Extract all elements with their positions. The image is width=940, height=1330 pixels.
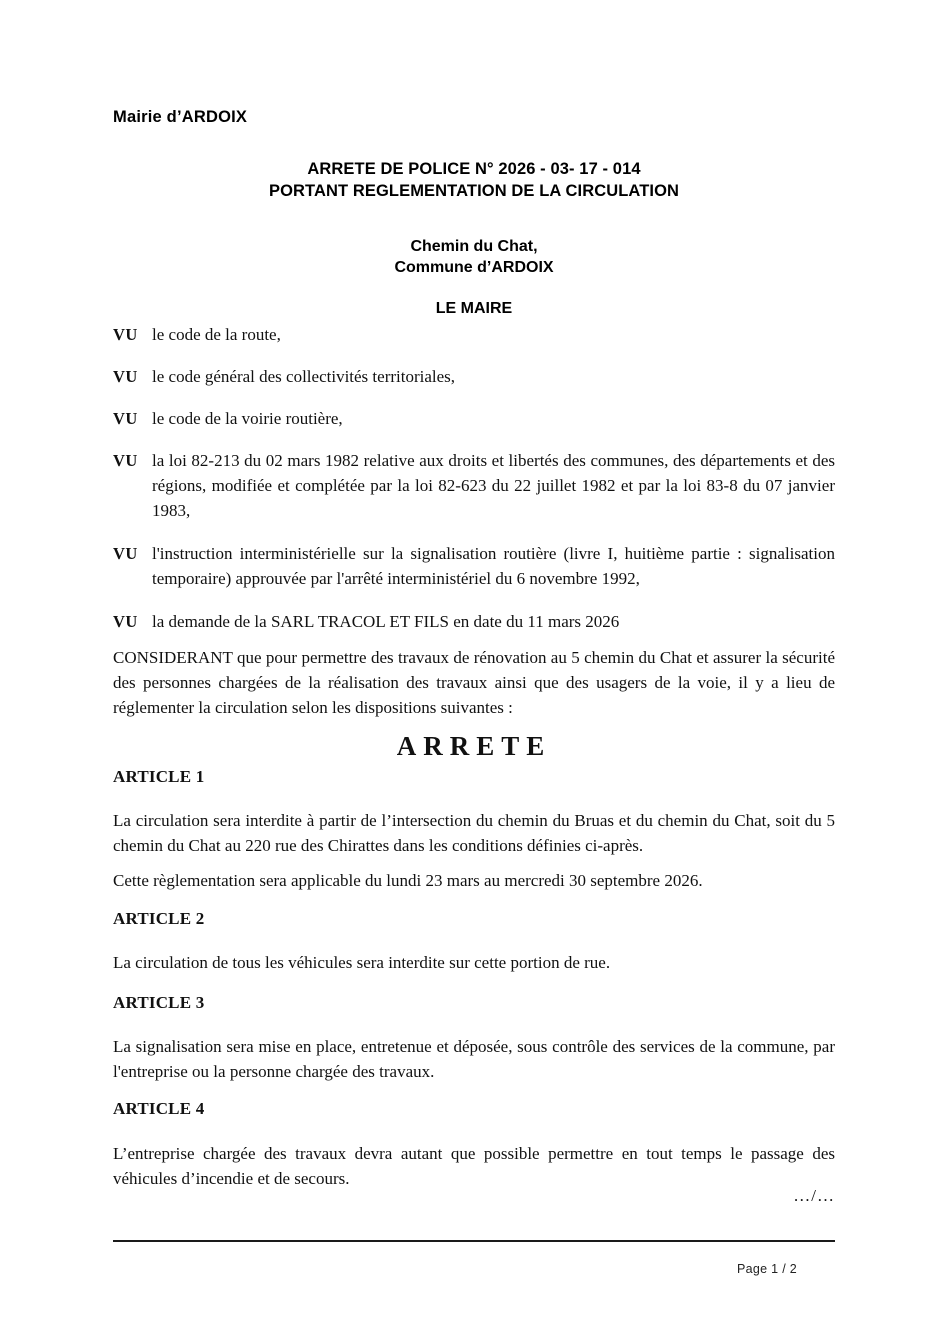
decree-title-line-2: PORTANT REGLEMENTATION DE LA CIRCULATION: [268, 182, 680, 200]
page-number: Page 1 / 2: [737, 1262, 797, 1276]
article-3-paragraph-1: La signalisation sera mise en place, entretenue et déposée, sous contrôle des services de la commune, par l'entreprise ou la personne chargée des travaux.: [113, 1037, 835, 1081]
vu-label: VU: [113, 409, 138, 428]
vu-item-text: le code général des collectivités territoriales,: [152, 367, 456, 386]
vu-item-text: l'instruction interministérielle sur la signalisation routière (livre I, huitième partie : signalisation temporaire) approuvée par l'arrêté interministériel du 6 novembre 1992,: [152, 544, 835, 588]
vu-item: [113, 448, 835, 523]
vu-item-text: le code de la route,: [152, 325, 281, 344]
vu-item-text: le code de la voirie routière,: [152, 409, 343, 428]
vu-item: [113, 541, 835, 591]
vu-item: [113, 609, 835, 634]
article-3-heading: ARTICLE 3: [113, 993, 205, 1012]
vu-item: [113, 364, 835, 389]
decree-title-block: [113, 158, 835, 202]
decree-title-line-1: ARRETE DE POLICE N° 2026 - 03- 17 - 014: [307, 160, 641, 178]
article-4-heading: ARTICLE 4: [113, 1099, 205, 1118]
footer-divider: [113, 1240, 835, 1242]
vu-label: VU: [113, 367, 138, 386]
vu-item-text: la demande de la SARL TRACOL ET FILS en date du 11 mars 2026: [152, 612, 620, 631]
vu-item: [113, 406, 835, 431]
continuation-mark: …/…: [793, 1186, 835, 1205]
vu-list: [113, 322, 835, 652]
article-2-paragraph-1: La circulation de tous les véhicules sera interdite sur cette portion de rue.: [113, 953, 611, 972]
considerant-paragraph: CONSIDERANT que pour permettre des travaux de rénovation au 5 chemin du Chat et assurer la sécurité des personnes chargées de la réalisation des travaux ainsi que des usagers de la voie, il y a lieu de réglementer la circulation selon les dispositions suivantes :: [113, 648, 835, 717]
location-block: [113, 236, 835, 278]
town-hall-heading: Mairie d’ARDOIX: [113, 108, 248, 126]
location-street: Chemin du Chat,: [410, 238, 538, 255]
authority-heading: LE MAIRE: [435, 300, 513, 317]
vu-item-text: la loi 82-213 du 02 mars 1982 relative aux droits et libertés des communes, des départements et des régions, modifiée et complétée par la loi 82-623 du 22 juillet 1982 et par la loi 83-8 du 07 janvier 1983,: [152, 451, 835, 520]
vu-label: VU: [113, 325, 138, 344]
article-1-paragraph-1: La circulation sera interdite à partir de l’intersection du chemin du Bruas et du chemin du Chat, soit du 5 chemin du Chat au 220 rue des Chirattes dans les conditions définies ci-après.: [113, 811, 835, 855]
vu-item: [113, 322, 835, 347]
article-1-paragraph-2: Cette règlementation sera applicable du lundi 23 mars au mercredi 30 septembre 2026.: [113, 871, 703, 890]
article-1-heading: ARTICLE 1: [113, 767, 205, 786]
vu-label: VU: [113, 451, 138, 470]
article-2-heading: ARTICLE 2: [113, 909, 205, 928]
arrete-heading: ARRETE: [396, 731, 552, 761]
vu-label: VU: [113, 544, 138, 563]
article-4-paragraph-1: L’entreprise chargée des travaux devra autant que possible permettre en tout temps le passage des véhicules d’incendie et de secours.: [113, 1144, 835, 1188]
location-commune: Commune d’ARDOIX: [394, 259, 554, 276]
vu-label: VU: [113, 612, 138, 631]
